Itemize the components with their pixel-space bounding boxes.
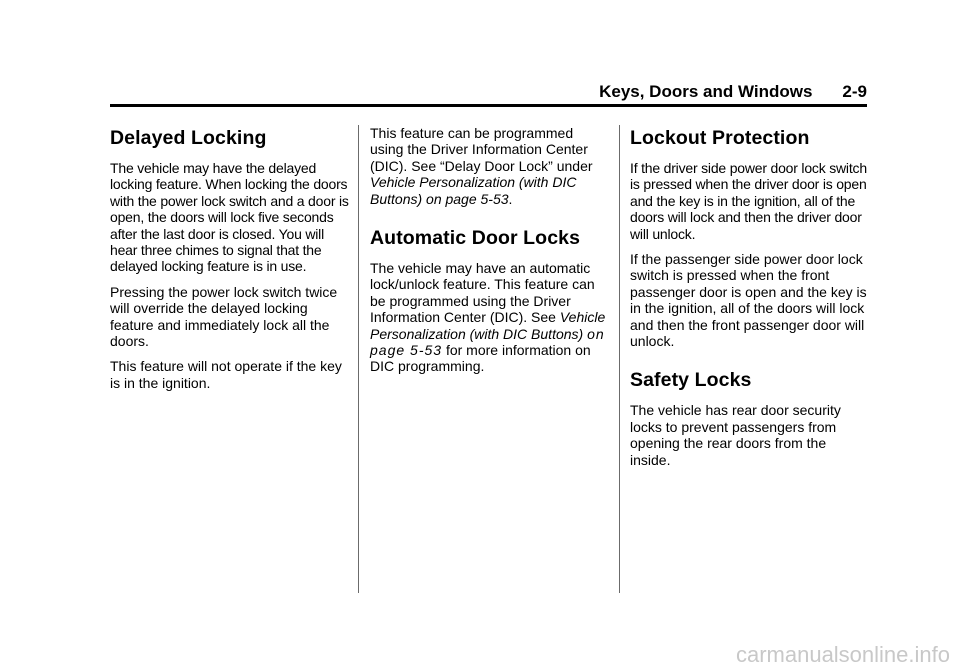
column-2 bbox=[370, 125, 610, 384]
automatic-door-locks-paragraph bbox=[370, 260, 610, 375]
heading-lockout-protection: Lockout Protection bbox=[630, 127, 810, 149]
vehicle-personalization-link[interactable]: Vehicle Personalization (with DIC Buttons) on page 5-53 bbox=[370, 174, 577, 207]
paragraph-end: . bbox=[508, 190, 513, 207]
vehicle-personalization-link-2[interactable]: Vehicle Personalization (with DIC Buttons) bbox=[370, 309, 606, 342]
delay-door-lock-paragraph bbox=[370, 125, 610, 207]
heading-automatic-door-locks: Automatic Door Locks bbox=[370, 227, 581, 250]
automatic-door-locks-text: The vehicle may have an automatic lock/unlock feature. This feature can be programmed using the Driver Information Center (DIC). See bbox=[370, 260, 595, 326]
lockout-protection-paragraph-2: If the passenger side power door lock switch is pressed when the front passenger door is open and the key is in the ignition, all of the doors will lock and then the front passenger door will unlock. bbox=[630, 251, 867, 350]
watermark: carmanualsonline.info bbox=[735, 642, 950, 667]
automatic-door-locks-end: for more information on DIC programming. bbox=[370, 342, 591, 375]
column-divider-2 bbox=[619, 125, 620, 593]
column-3 bbox=[630, 125, 870, 477]
page-number: 2-9 bbox=[842, 82, 867, 101]
delay-door-lock-text: This feature can be programmed using the Driver Information Center (DIC). See “Delay Door Lock” under bbox=[370, 125, 593, 174]
delayed-locking-paragraph-1: The vehicle may have the delayed locking feature. When locking the doors with the power lock switch and a door is open, the doors will lock five seconds after the last door is closed. You will hear three chimes to signal that the delayed locking feature is in use. bbox=[110, 160, 349, 275]
heading-delayed-locking: Delayed Locking bbox=[110, 127, 267, 149]
lockout-protection-paragraph-1: If the driver side power door lock switch is pressed when the driver door is open and the key is in the ignition, all of the doors will lock and then the driver door will unlock. bbox=[630, 160, 867, 242]
section-title: Keys, Doors and Windows bbox=[599, 82, 813, 101]
page-reference-link[interactable]: on page 5-53 bbox=[370, 325, 605, 359]
column-1 bbox=[110, 125, 350, 400]
column-divider-1 bbox=[358, 125, 359, 593]
delayed-locking-paragraph-2: Pressing the power lock switch twice will override the delayed locking feature and immediately lock all the doors. bbox=[110, 283, 338, 350]
running-header bbox=[599, 82, 867, 102]
safety-locks-paragraph: The vehicle has rear door security locks to prevent passengers from opening the rear doors from the inside. bbox=[630, 402, 841, 468]
page-header bbox=[110, 82, 867, 106]
header-rule bbox=[110, 104, 867, 107]
heading-safety-locks: Safety Locks bbox=[630, 369, 752, 392]
delayed-locking-paragraph-3: This feature will not operate if the key is in the ignition. bbox=[110, 358, 342, 391]
